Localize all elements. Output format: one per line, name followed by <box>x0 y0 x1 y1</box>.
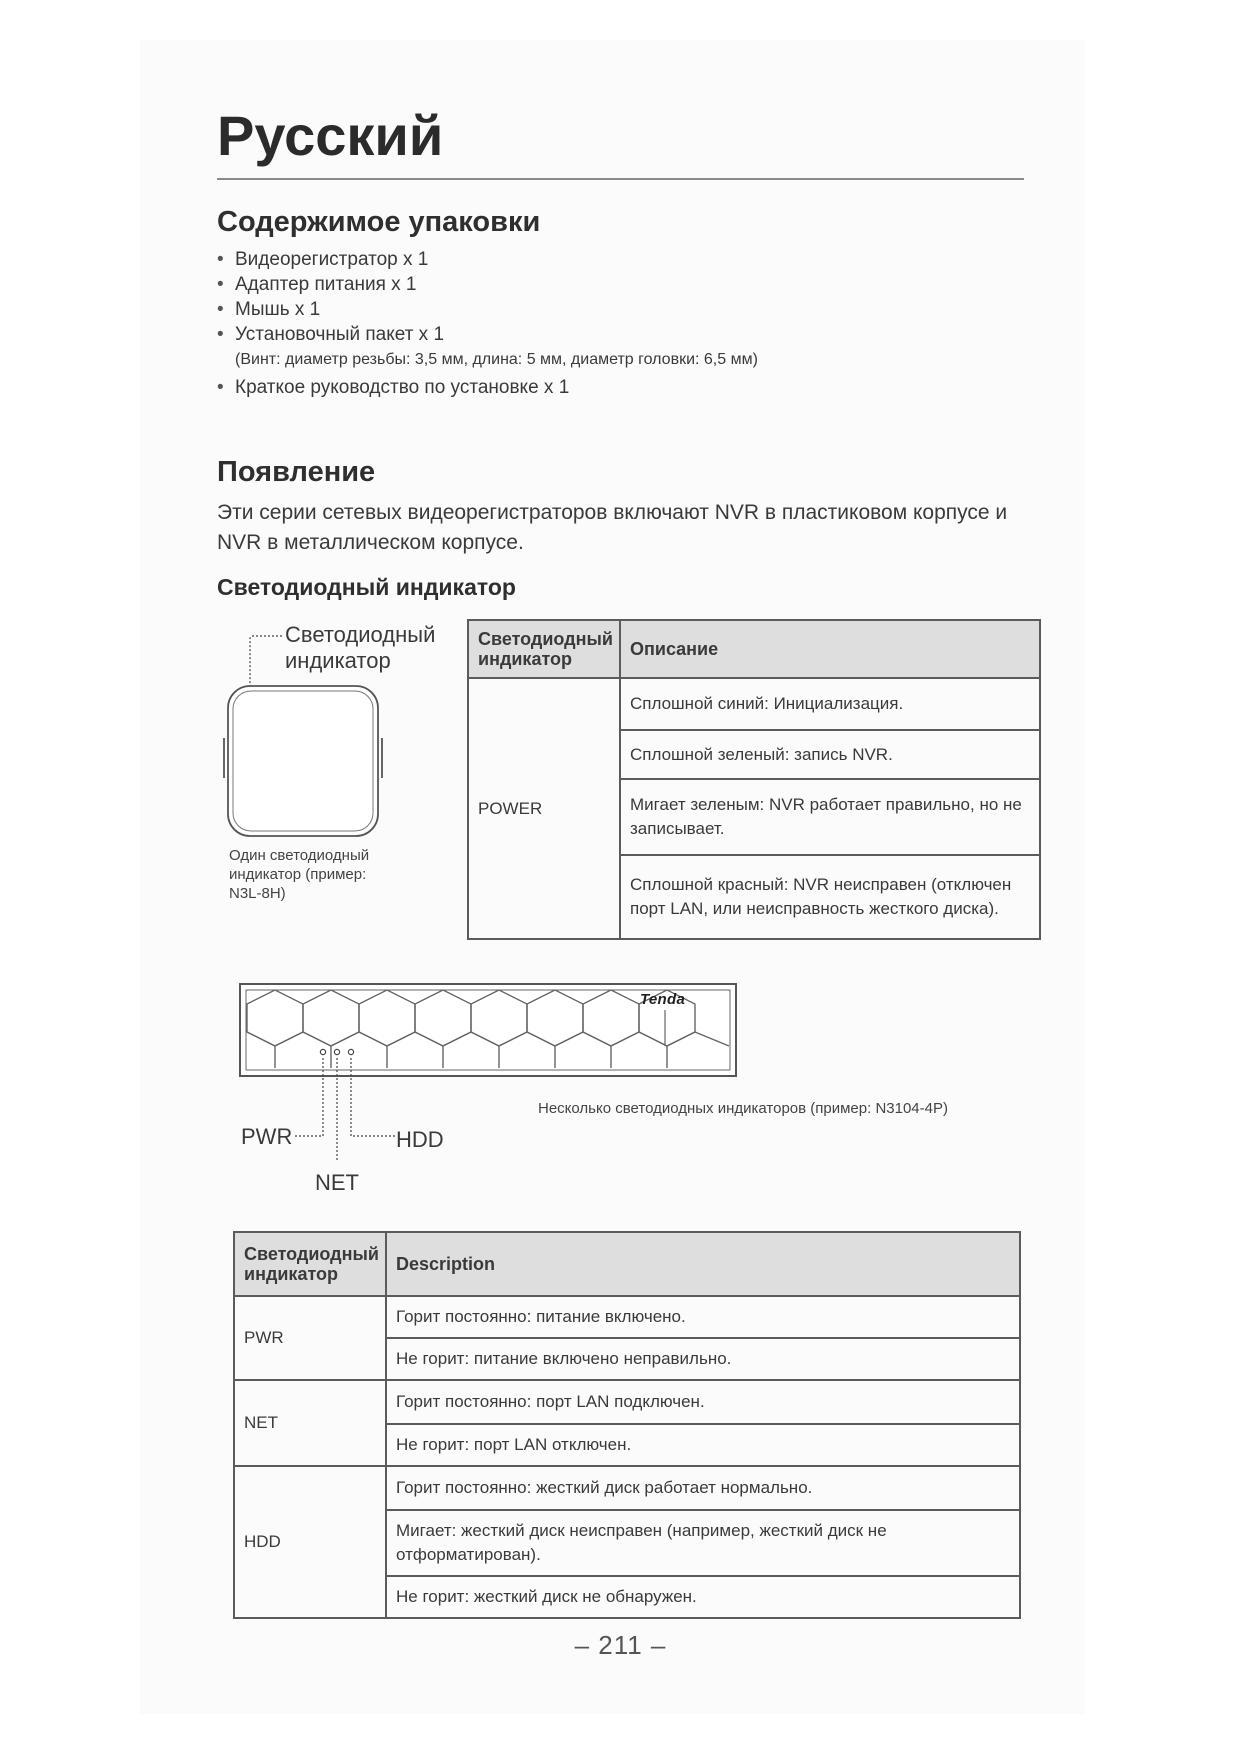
install-note: (Винт: диаметр резьбы: 3,5 мм, длина: 5 мм, диаметр головки: 6,5 мм) <box>235 351 758 368</box>
table-cell: Горит постоянно: питание включено. <box>386 1296 1020 1338</box>
list-item: • Адаптер питания x 1 <box>217 272 1017 297</box>
table-cell: Горит постоянно: жесткий диск работает нормально. <box>386 1466 1020 1510</box>
table-cell: Мигает: жесткий диск неисправен (например, жесткий диск не отформатирован). <box>386 1510 1020 1576</box>
indicator-cell: PWR <box>234 1296 386 1380</box>
appearance-heading: Появление <box>217 456 376 488</box>
indicator-cell: POWER <box>468 678 620 939</box>
list-item: • Установочный пакет x 1 <box>217 322 1017 347</box>
table-cell: Не горит: жесткий диск не обнаружен. <box>386 1576 1020 1618</box>
table-header: Description <box>386 1232 1020 1296</box>
indicator-cell: NET <box>234 1380 386 1466</box>
tenda-logo: Tenda <box>640 991 686 1008</box>
device-outline <box>228 686 378 836</box>
table-cell: Сплошной зеленый: запись NVR. <box>620 730 1040 779</box>
page-number: – 211 – <box>574 1630 667 1660</box>
single-led-device-illustration <box>220 628 390 850</box>
table-cell: Не горит: питание включено неправильно. <box>386 1338 1020 1380</box>
page-title: Русский <box>217 104 444 167</box>
list-item: • Видеорегистратор x 1 <box>217 247 1017 272</box>
list-item: • Мышь x 1 <box>217 297 1017 322</box>
table-cell: Сплошной красный: NVR неисправен (отключен порт LAN, или неисправность жесткого диска). <box>620 855 1040 939</box>
table-header: Светодиодный индикатор <box>468 620 620 678</box>
net-label: NET <box>315 1170 359 1195</box>
figure2-caption: Несколько светодиодных индикаторов (пример: N3104-4P) <box>538 1100 948 1117</box>
hdd-label: HDD <box>396 1127 444 1152</box>
table-cell: Не горит: порт LAN отключен. <box>386 1424 1020 1466</box>
led-heading: Светодиодный индикатор <box>217 574 516 600</box>
indicator-cell: HDD <box>234 1466 386 1618</box>
package-list <box>217 247 1017 400</box>
table-cell: Мигает зеленым: NVR работает правильно, но не записывает. <box>620 779 1040 855</box>
single-led-table <box>467 619 1041 940</box>
list-item: • Краткое руководство по установке x 1 <box>217 375 1017 400</box>
led-callout-label: Светодиодный индикатор <box>285 622 436 673</box>
pwr-label: PWR <box>241 1124 293 1149</box>
multi-led-table <box>233 1231 1021 1619</box>
table-header: Описание <box>620 620 1040 678</box>
package-heading: Содержимое упаковки <box>217 206 541 238</box>
appearance-intro: Эти серии сетевых видеорегистраторов включают NVR в пластиковом корпусе и NVR в металлическом корпусе. <box>217 501 1008 554</box>
table-cell: Горит постоянно: порт LAN подключен. <box>386 1380 1020 1424</box>
table-cell: Сплошной синий: Инициализация. <box>620 678 1040 730</box>
title-divider <box>217 178 1024 180</box>
table-header: Светодиодный индикатор <box>234 1232 386 1296</box>
figure1-caption: Один светодиодный индикатор (пример: N3L-8H) <box>229 847 370 902</box>
